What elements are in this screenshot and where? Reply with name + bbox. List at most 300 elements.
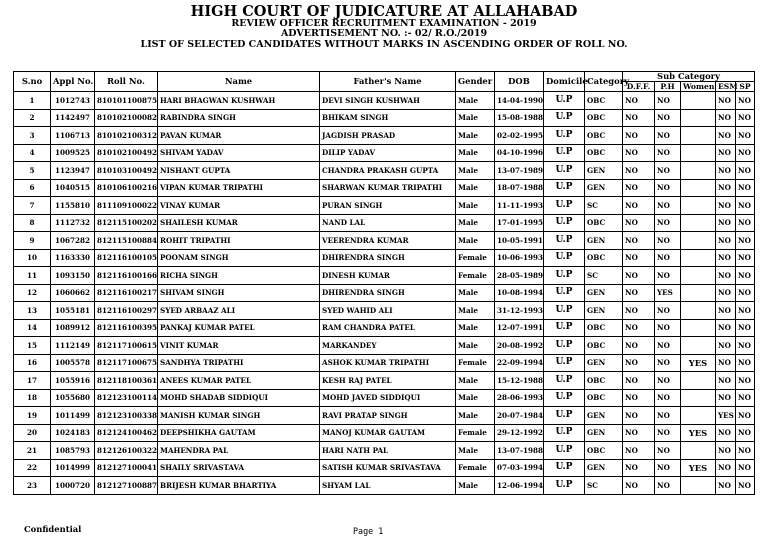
cell-roll-no: 810102100082 [95, 109, 158, 127]
cell-gender: Male [456, 319, 495, 337]
cell-sp: NO [736, 354, 755, 372]
cell-gender: Male [456, 127, 495, 145]
table-row [14, 354, 755, 372]
cell-sno: 10 [14, 249, 51, 267]
cell-ph: NO [655, 424, 681, 442]
cell-category: SC [585, 267, 623, 285]
cell-sp: NO [736, 284, 755, 302]
page-number: Page 1 [353, 526, 384, 536]
cell-gender: Female [456, 249, 495, 267]
cell-dob: 28-06-1993 [495, 389, 544, 407]
cell-father-name: BHIKAM SINGH [320, 109, 456, 127]
cell-ph: NO [655, 197, 681, 215]
cell-ph: NO [655, 162, 681, 180]
cell-roll-no: 810101100875 [95, 92, 158, 110]
cell-dff: NO [623, 459, 655, 477]
cell-women [681, 284, 716, 302]
cell-roll-no: 812126100322 [95, 442, 158, 460]
cell-ph: NO [655, 179, 681, 197]
cell-sno: 9 [14, 232, 51, 250]
cell-category: OBC [585, 372, 623, 390]
cell-women: YES [681, 354, 716, 372]
col-header-sp: SP [736, 82, 755, 92]
cell-domicile: U.P [544, 232, 585, 250]
cell-father-name: DHIRENDRA SINGH [320, 284, 456, 302]
cell-father-name: SATISH KUMAR SRIVASTAVA [320, 459, 456, 477]
cell-sno: 22 [14, 459, 51, 477]
selected-candidates-table [13, 71, 755, 495]
cell-dff: NO [623, 372, 655, 390]
col-header-name: Name [158, 72, 320, 92]
cell-sp: NO [736, 459, 755, 477]
cell-esm: NO [716, 424, 736, 442]
cell-domicile: U.P [544, 442, 585, 460]
cell-ph: NO [655, 267, 681, 285]
cell-ph: NO [655, 389, 681, 407]
cell-father-name: DINESH KUMAR [320, 267, 456, 285]
cell-dob: 07-03-1994 [495, 459, 544, 477]
cell-roll-no: 811109100022 [95, 197, 158, 215]
cell-esm: NO [716, 389, 736, 407]
cell-category: OBC [585, 92, 623, 110]
cell-appl-no: 1142497 [51, 109, 95, 127]
cell-dff: NO [623, 442, 655, 460]
advertisement-number: ADVERTISEMENT NO. :- 02/ R.O./2019 [280, 28, 488, 39]
cell-esm: NO [716, 354, 736, 372]
cell-father-name: DILIP YADAV [320, 144, 456, 162]
cell-name: MAHENDRA PAL [158, 442, 320, 460]
cell-roll-no: 810106100216 [95, 179, 158, 197]
cell-gender: Female [456, 267, 495, 285]
cell-name: POONAM SINGH [158, 249, 320, 267]
cell-dff: NO [623, 302, 655, 320]
cell-father-name: DEVI SINGH KUSHWAH [320, 92, 456, 110]
cell-esm: NO [716, 302, 736, 320]
cell-name: NISHANT GUPTA [158, 162, 320, 180]
cell-ph: YES [655, 284, 681, 302]
cell-women [681, 144, 716, 162]
cell-dff: NO [623, 127, 655, 145]
col-header-esm: ESM [716, 82, 736, 92]
cell-roll-no: 812117100675 [95, 354, 158, 372]
cell-gender: Male [456, 92, 495, 110]
confidential-label: Confidential [24, 524, 82, 534]
cell-esm: NO [716, 197, 736, 215]
cell-domicile: U.P [544, 127, 585, 145]
cell-domicile: U.P [544, 407, 585, 425]
cell-dff: NO [623, 232, 655, 250]
col-header-category: Category [585, 72, 623, 92]
cell-domicile: U.P [544, 162, 585, 180]
cell-dob: 20-08-1992 [495, 337, 544, 355]
cell-dob: 13-07-1989 [495, 162, 544, 180]
list-title: LIST OF SELECTED CANDIDATES WITHOUT MARKS IN ASCENDING ORDER OF ROLL NO. [140, 39, 628, 50]
cell-dob: 11-11-1993 [495, 197, 544, 215]
cell-sp: NO [736, 214, 755, 232]
cell-appl-no: 1024183 [51, 424, 95, 442]
cell-roll-no: 812123100338 [95, 407, 158, 425]
cell-appl-no: 1005578 [51, 354, 95, 372]
cell-category: GEN [585, 179, 623, 197]
cell-sp: NO [736, 442, 755, 460]
cell-sp: NO [736, 179, 755, 197]
cell-esm: NO [716, 109, 736, 127]
cell-ph: NO [655, 214, 681, 232]
cell-dob: 15-12-1988 [495, 372, 544, 390]
cell-roll-no: 812115100202 [95, 214, 158, 232]
cell-sno: 14 [14, 319, 51, 337]
cell-esm: NO [716, 92, 736, 110]
cell-dob: 12-07-1991 [495, 319, 544, 337]
cell-category: GEN [585, 459, 623, 477]
cell-esm: NO [716, 249, 736, 267]
cell-esm: NO [716, 372, 736, 390]
cell-name: PAVAN KUMAR [158, 127, 320, 145]
cell-women [681, 337, 716, 355]
cell-dff: NO [623, 407, 655, 425]
cell-sno: 8 [14, 214, 51, 232]
cell-dob: 31-12-1993 [495, 302, 544, 320]
cell-ph: NO [655, 127, 681, 145]
cell-sno: 12 [14, 284, 51, 302]
cell-father-name: RAM CHANDRA PATEL [320, 319, 456, 337]
cell-category: OBC [585, 249, 623, 267]
cell-ph: NO [655, 372, 681, 390]
cell-father-name: KESH RAJ PATEL [320, 372, 456, 390]
cell-sp: NO [736, 127, 755, 145]
cell-gender: Male [456, 284, 495, 302]
cell-dff: NO [623, 249, 655, 267]
cell-name: SHAILY SRIVASTAVA [158, 459, 320, 477]
cell-father-name: PURAN SINGH [320, 197, 456, 215]
cell-roll-no: 812116100297 [95, 302, 158, 320]
cell-esm: NO [716, 284, 736, 302]
cell-father-name: RAVI PRATAP SINGH [320, 407, 456, 425]
cell-name: BRIJESH KUMAR BHARTIYA [158, 477, 320, 495]
cell-domicile: U.P [544, 249, 585, 267]
cell-gender: Female [456, 424, 495, 442]
cell-women [681, 389, 716, 407]
cell-appl-no: 1089912 [51, 319, 95, 337]
cell-women [681, 92, 716, 110]
cell-dob: 18-07-1988 [495, 179, 544, 197]
cell-category: GEN [585, 407, 623, 425]
col-header-ph: P.H [655, 82, 681, 92]
cell-dff: NO [623, 477, 655, 495]
col-header-roll-no: Roll No. [95, 72, 158, 92]
cell-category: OBC [585, 144, 623, 162]
cell-domicile: U.P [544, 214, 585, 232]
cell-sno: 15 [14, 337, 51, 355]
col-header-sub-category: Sub Category [623, 72, 755, 82]
table-row [14, 389, 755, 407]
cell-dff: NO [623, 424, 655, 442]
cell-sno: 19 [14, 407, 51, 425]
cell-domicile: U.P [544, 459, 585, 477]
cell-domicile: U.P [544, 319, 585, 337]
cell-category: GEN [585, 302, 623, 320]
cell-sno: 2 [14, 109, 51, 127]
cell-women [681, 214, 716, 232]
cell-father-name: MANOJ KUMAR GAUTAM [320, 424, 456, 442]
cell-appl-no: 1112149 [51, 337, 95, 355]
cell-dob: 14-04-1990 [495, 92, 544, 110]
cell-sp: NO [736, 389, 755, 407]
cell-roll-no: 812116100395 [95, 319, 158, 337]
cell-appl-no: 1009525 [51, 144, 95, 162]
cell-domicile: U.P [544, 284, 585, 302]
cell-roll-no: 810102100312 [95, 127, 158, 145]
cell-name: ROHIT TRIPATHI [158, 232, 320, 250]
cell-dff: NO [623, 92, 655, 110]
cell-women: YES [681, 424, 716, 442]
cell-domicile: U.P [544, 372, 585, 390]
cell-women [681, 127, 716, 145]
cell-esm: NO [716, 477, 736, 495]
col-header-appl-no: Appl No. [51, 72, 95, 92]
cell-sno: 23 [14, 477, 51, 495]
cell-appl-no: 1067282 [51, 232, 95, 250]
cell-father-name: VEERENDRA KUMAR [320, 232, 456, 250]
cell-sp: NO [736, 144, 755, 162]
cell-sno: 21 [14, 442, 51, 460]
cell-name: RICHA SINGH [158, 267, 320, 285]
cell-category: OBC [585, 127, 623, 145]
cell-sp: NO [736, 319, 755, 337]
cell-category: OBC [585, 214, 623, 232]
cell-domicile: U.P [544, 477, 585, 495]
cell-sp: NO [736, 424, 755, 442]
cell-domicile: U.P [544, 109, 585, 127]
cell-dff: NO [623, 144, 655, 162]
cell-ph: NO [655, 92, 681, 110]
cell-gender: Male [456, 337, 495, 355]
table-row [14, 232, 755, 250]
cell-sp: NO [736, 407, 755, 425]
cell-esm: NO [716, 267, 736, 285]
cell-gender: Male [456, 407, 495, 425]
cell-father-name: NAND LAL [320, 214, 456, 232]
cell-gender: Male [456, 144, 495, 162]
cell-dob: 10-05-1991 [495, 232, 544, 250]
table-row [14, 267, 755, 285]
cell-sno: 20 [14, 424, 51, 442]
cell-esm: NO [716, 319, 736, 337]
cell-name: MOHD SHADAB SIDDIQUI [158, 389, 320, 407]
cell-sp: NO [736, 302, 755, 320]
cell-category: OBC [585, 319, 623, 337]
table-row [14, 284, 755, 302]
cell-dob: 15-08-1988 [495, 109, 544, 127]
cell-ph: NO [655, 302, 681, 320]
cell-name: SANDHYA TRIPATHI [158, 354, 320, 372]
cell-dff: NO [623, 109, 655, 127]
cell-dob: 20-07-1984 [495, 407, 544, 425]
cell-esm: NO [716, 162, 736, 180]
cell-ph: NO [655, 407, 681, 425]
cell-name: VINAY KUMAR [158, 197, 320, 215]
cell-appl-no: 1012743 [51, 92, 95, 110]
cell-father-name: CHANDRA PRAKASH GUPTA [320, 162, 456, 180]
cell-appl-no: 1000720 [51, 477, 95, 495]
cell-esm: NO [716, 127, 736, 145]
cell-category: OBC [585, 389, 623, 407]
table-row [14, 477, 755, 495]
cell-dob: 12-06-1994 [495, 477, 544, 495]
cell-appl-no: 1011499 [51, 407, 95, 425]
cell-category: OBC [585, 109, 623, 127]
cell-dff: NO [623, 162, 655, 180]
cell-roll-no: 810102100492 [95, 144, 158, 162]
table-row [14, 109, 755, 127]
table-row [14, 127, 755, 145]
cell-women [681, 109, 716, 127]
cell-name: SHIVAM SINGH [158, 284, 320, 302]
cell-ph: NO [655, 337, 681, 355]
cell-category: GEN [585, 354, 623, 372]
table-row [14, 162, 755, 180]
cell-father-name: SYED WAHID ALI [320, 302, 456, 320]
cell-roll-no: 810103100492 [95, 162, 158, 180]
col-header-dff: D.F.F. [623, 82, 655, 92]
cell-category: GEN [585, 284, 623, 302]
cell-women [681, 319, 716, 337]
table-row [14, 372, 755, 390]
cell-sp: NO [736, 92, 755, 110]
cell-gender: Male [456, 477, 495, 495]
table-row [14, 337, 755, 355]
cell-gender: Female [456, 459, 495, 477]
table-row [14, 144, 755, 162]
cell-dob: 10-06-1993 [495, 249, 544, 267]
cell-sno: 5 [14, 162, 51, 180]
cell-father-name: JAGDISH PRASAD [320, 127, 456, 145]
cell-dob: 04-10-1996 [495, 144, 544, 162]
cell-domicile: U.P [544, 389, 585, 407]
cell-ph: NO [655, 109, 681, 127]
cell-sno: 4 [14, 144, 51, 162]
cell-dff: NO [623, 284, 655, 302]
cell-women [681, 407, 716, 425]
cell-sno: 18 [14, 389, 51, 407]
table-row [14, 249, 755, 267]
col-header-sno: S.no [14, 72, 51, 92]
cell-dob: 02-02-1995 [495, 127, 544, 145]
court-title: HIGH COURT OF JUDICATURE AT ALLAHABAD [190, 3, 578, 20]
cell-women [681, 267, 716, 285]
cell-ph: NO [655, 354, 681, 372]
cell-sp: NO [736, 337, 755, 355]
cell-category: OBC [585, 442, 623, 460]
cell-appl-no: 1060662 [51, 284, 95, 302]
cell-domicile: U.P [544, 144, 585, 162]
exam-title: REVIEW OFFICER RECRUITMENT EXAMINATION - 2019 [231, 18, 537, 29]
cell-name: VIPAN KUMAR TRIPATHI [158, 179, 320, 197]
cell-ph: NO [655, 249, 681, 267]
cell-dob: 28-05-1989 [495, 267, 544, 285]
cell-gender: Male [456, 232, 495, 250]
cell-domicile: U.P [544, 179, 585, 197]
cell-dff: NO [623, 197, 655, 215]
col-header-dob: DOB [495, 72, 544, 92]
cell-appl-no: 1040515 [51, 179, 95, 197]
cell-dob: 10-08-1994 [495, 284, 544, 302]
cell-gender: Male [456, 179, 495, 197]
cell-esm: NO [716, 179, 736, 197]
cell-women: YES [681, 459, 716, 477]
table-row [14, 442, 755, 460]
cell-gender: Male [456, 162, 495, 180]
table-row [14, 424, 755, 442]
cell-sno: 1 [14, 92, 51, 110]
cell-appl-no: 1163330 [51, 249, 95, 267]
cell-name: HARI BHAGWAN KUSHWAH [158, 92, 320, 110]
col-header-women: Women [681, 82, 716, 92]
cell-ph: NO [655, 319, 681, 337]
cell-appl-no: 1085793 [51, 442, 95, 460]
cell-esm: NO [716, 337, 736, 355]
cell-domicile: U.P [544, 302, 585, 320]
cell-sno: 16 [14, 354, 51, 372]
cell-roll-no: 812116100217 [95, 284, 158, 302]
cell-dff: NO [623, 354, 655, 372]
cell-dob: 17-01-1995 [495, 214, 544, 232]
cell-women [681, 302, 716, 320]
table-row [14, 197, 755, 215]
cell-father-name: ASHOK KUMAR TRIPATHI [320, 354, 456, 372]
cell-category: SC [585, 197, 623, 215]
cell-category: GEN [585, 232, 623, 250]
cell-roll-no: 812118100361 [95, 372, 158, 390]
table-row [14, 302, 755, 320]
cell-father-name: MARKANDEY [320, 337, 456, 355]
cell-category: GEN [585, 424, 623, 442]
cell-dff: NO [623, 214, 655, 232]
cell-gender: Male [456, 214, 495, 232]
cell-women [681, 442, 716, 460]
cell-dff: NO [623, 319, 655, 337]
cell-father-name: SHARWAN KUMAR TRIPATHI [320, 179, 456, 197]
cell-esm: NO [716, 232, 736, 250]
cell-women [681, 162, 716, 180]
cell-sp: NO [736, 162, 755, 180]
cell-esm: NO [716, 442, 736, 460]
cell-dff: NO [623, 179, 655, 197]
cell-sno: 13 [14, 302, 51, 320]
cell-roll-no: 812116100105 [95, 249, 158, 267]
cell-appl-no: 1055680 [51, 389, 95, 407]
cell-sno: 7 [14, 197, 51, 215]
cell-sno: 3 [14, 127, 51, 145]
cell-category: SC [585, 477, 623, 495]
col-header-gender: Gender [456, 72, 495, 92]
cell-sno: 11 [14, 267, 51, 285]
cell-sp: NO [736, 109, 755, 127]
cell-name: DEEPSHIKHA GAUTAM [158, 424, 320, 442]
cell-esm: YES [716, 407, 736, 425]
cell-gender: Male [456, 302, 495, 320]
cell-appl-no: 1155810 [51, 197, 95, 215]
table-row [14, 179, 755, 197]
cell-name: SHAILESH KUMAR [158, 214, 320, 232]
cell-dob: 22-09-1994 [495, 354, 544, 372]
cell-sp: NO [736, 197, 755, 215]
cell-ph: NO [655, 477, 681, 495]
cell-women [681, 372, 716, 390]
cell-gender: Male [456, 389, 495, 407]
cell-dob: 13-07-1988 [495, 442, 544, 460]
cell-appl-no: 1123947 [51, 162, 95, 180]
